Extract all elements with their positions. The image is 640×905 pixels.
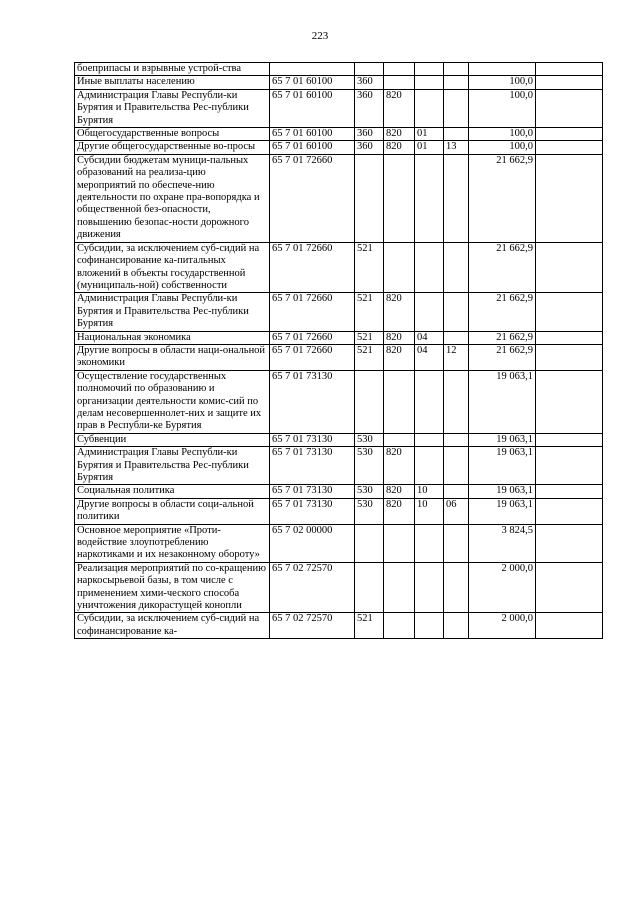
table-row xyxy=(75,433,603,446)
row-empty-cell xyxy=(536,370,603,433)
row-pr-cell xyxy=(444,562,469,613)
row-sum-cell: 100,0 xyxy=(469,141,536,154)
row-name-cell: Социальная политика xyxy=(75,485,270,498)
row-sum-cell: 19 063,1 xyxy=(469,370,536,433)
row-pr-cell xyxy=(444,524,469,562)
row-rz-cell xyxy=(415,613,444,639)
page-number: 223 xyxy=(311,30,329,42)
row-empty-cell xyxy=(536,128,603,141)
row-csr-cell: 65 7 01 60100 xyxy=(270,76,355,89)
row-rz-cell xyxy=(415,154,444,242)
row-sum-cell: 21 662,9 xyxy=(469,344,536,370)
row-rz-cell xyxy=(415,293,444,331)
row-rz-cell xyxy=(415,447,444,485)
row-csr-cell: 65 7 01 60100 xyxy=(270,141,355,154)
row-vr-cell xyxy=(355,154,384,242)
row-empty-cell xyxy=(536,447,603,485)
row-grbs-cell xyxy=(384,433,415,446)
row-name-cell: Субвенции xyxy=(75,433,270,446)
row-rz-cell: 10 xyxy=(415,485,444,498)
row-name-cell: Иные выплаты населению xyxy=(75,76,270,89)
table-row xyxy=(75,128,603,141)
row-sum-cell: 19 063,1 xyxy=(469,433,536,446)
row-vr-cell xyxy=(355,63,384,76)
row-vr-cell: 360 xyxy=(355,76,384,89)
row-empty-cell xyxy=(536,613,603,639)
row-vr-cell: 521 xyxy=(355,331,384,344)
row-name-cell: Субсидии, за исключением суб-сидий на софинансирование ка-питальных вложений в объекты государственной (муниципаль-ной) собственности xyxy=(75,242,270,293)
row-vr-cell xyxy=(355,524,384,562)
row-vr-cell: 521 xyxy=(355,613,384,639)
table-row xyxy=(75,331,603,344)
row-empty-cell xyxy=(536,63,603,76)
row-vr-cell xyxy=(355,370,384,433)
row-name-cell: Другие общегосударственные во-просы xyxy=(75,141,270,154)
budget-table-body xyxy=(75,63,603,639)
row-sum-cell: 21 662,9 xyxy=(469,293,536,331)
row-sum-cell: 100,0 xyxy=(469,89,536,127)
row-name-cell: Субсидии, за исключением суб-сидий на софинансирование ка- xyxy=(75,613,270,639)
row-vr-cell: 530 xyxy=(355,433,384,446)
row-pr-cell xyxy=(444,447,469,485)
table-row xyxy=(75,141,603,154)
row-empty-cell xyxy=(536,498,603,524)
row-pr-cell xyxy=(444,613,469,639)
row-empty-cell xyxy=(536,344,603,370)
row-csr-cell: 65 7 01 72660 xyxy=(270,293,355,331)
row-sum-cell: 21 662,9 xyxy=(469,331,536,344)
table-row xyxy=(75,63,603,76)
row-pr-cell xyxy=(444,485,469,498)
row-sum-cell: 100,0 xyxy=(469,76,536,89)
row-vr-cell: 521 xyxy=(355,242,384,293)
row-name-cell: Осуществление государственных полномочий по образованию и организации деятельности комис-сий по делам несовершеннолет-них и защите их прав в Республи-ке Бурятия xyxy=(75,370,270,433)
row-sum-cell: 21 662,9 xyxy=(469,154,536,242)
row-grbs-cell xyxy=(384,562,415,613)
row-sum-cell: 19 063,1 xyxy=(469,485,536,498)
row-pr-cell xyxy=(444,63,469,76)
row-grbs-cell xyxy=(384,63,415,76)
row-grbs-cell xyxy=(384,76,415,89)
row-name-cell: Администрация Главы Республи-ки Бурятия и Правительства Рес-публики Бурятия xyxy=(75,89,270,127)
row-name-cell: Администрация Главы Республи-ки Бурятия и Правительства Рес-публики Бурятия xyxy=(75,293,270,331)
row-rz-cell xyxy=(415,242,444,293)
row-sum-cell: 21 662,9 xyxy=(469,242,536,293)
table-row xyxy=(75,562,603,613)
row-vr-cell xyxy=(355,562,384,613)
row-rz-cell: 04 xyxy=(415,331,444,344)
row-grbs-cell xyxy=(384,242,415,293)
row-csr-cell: 65 7 01 60100 xyxy=(270,89,355,127)
row-csr-cell: 65 7 01 72660 xyxy=(270,242,355,293)
row-pr-cell xyxy=(444,242,469,293)
row-rz-cell: 01 xyxy=(415,141,444,154)
row-sum-cell: 19 063,1 xyxy=(469,447,536,485)
table-row xyxy=(75,242,603,293)
row-name-cell: Общегосударственные вопросы xyxy=(75,128,270,141)
row-pr-cell xyxy=(444,331,469,344)
row-csr-cell: 65 7 01 60100 xyxy=(270,128,355,141)
row-rz-cell xyxy=(415,63,444,76)
row-vr-cell: 360 xyxy=(355,128,384,141)
row-csr-cell: 65 7 01 72660 xyxy=(270,154,355,242)
row-pr-cell xyxy=(444,89,469,127)
row-empty-cell xyxy=(536,293,603,331)
row-grbs-cell xyxy=(384,613,415,639)
row-empty-cell xyxy=(536,154,603,242)
row-grbs-cell xyxy=(384,370,415,433)
row-csr-cell: 65 7 01 73130 xyxy=(270,433,355,446)
row-empty-cell xyxy=(536,141,603,154)
row-vr-cell: 530 xyxy=(355,485,384,498)
row-sum-cell: 19 063,1 xyxy=(469,498,536,524)
table-row xyxy=(75,447,603,485)
row-vr-cell: 360 xyxy=(355,141,384,154)
budget-table xyxy=(74,62,603,639)
table-row xyxy=(75,154,603,242)
row-rz-cell xyxy=(415,433,444,446)
row-rz-cell xyxy=(415,562,444,613)
row-empty-cell xyxy=(536,242,603,293)
table-row xyxy=(75,370,603,433)
row-empty-cell xyxy=(536,89,603,127)
table-row xyxy=(75,485,603,498)
row-empty-cell xyxy=(536,562,603,613)
table-row xyxy=(75,524,603,562)
row-csr-cell: 65 7 02 72570 xyxy=(270,562,355,613)
row-vr-cell: 530 xyxy=(355,447,384,485)
row-empty-cell xyxy=(536,485,603,498)
row-csr-cell: 65 7 02 72570 xyxy=(270,613,355,639)
row-grbs-cell xyxy=(384,154,415,242)
row-empty-cell xyxy=(536,331,603,344)
row-pr-cell xyxy=(444,370,469,433)
row-grbs-cell: 820 xyxy=(384,293,415,331)
table-row xyxy=(75,89,603,127)
row-sum-cell: 3 824,5 xyxy=(469,524,536,562)
row-pr-cell xyxy=(444,76,469,89)
table-row xyxy=(75,293,603,331)
row-pr-cell: 12 xyxy=(444,344,469,370)
row-rz-cell xyxy=(415,89,444,127)
row-rz-cell: 10 xyxy=(415,498,444,524)
row-pr-cell xyxy=(444,433,469,446)
row-empty-cell xyxy=(536,433,603,446)
row-csr-cell: 65 7 01 73130 xyxy=(270,447,355,485)
row-csr-cell: 65 7 01 73130 xyxy=(270,485,355,498)
row-pr-cell xyxy=(444,128,469,141)
row-grbs-cell: 820 xyxy=(384,344,415,370)
row-rz-cell: 04 xyxy=(415,344,444,370)
row-csr-cell: 65 7 01 73130 xyxy=(270,498,355,524)
row-empty-cell xyxy=(536,524,603,562)
row-pr-cell xyxy=(444,293,469,331)
row-pr-cell: 06 xyxy=(444,498,469,524)
row-csr-cell: 65 7 01 73130 xyxy=(270,370,355,433)
row-sum-cell: 100,0 xyxy=(469,128,536,141)
row-name-cell: Национальная экономика xyxy=(75,331,270,344)
row-pr-cell: 13 xyxy=(444,141,469,154)
row-sum-cell xyxy=(469,63,536,76)
row-csr-cell: 65 7 02 00000 xyxy=(270,524,355,562)
row-name-cell: Другие вопросы в области соци-альной политики xyxy=(75,498,270,524)
row-sum-cell: 2 000,0 xyxy=(469,562,536,613)
row-vr-cell: 530 xyxy=(355,498,384,524)
row-name-cell: боеприпасы и взрывные устрой-ства xyxy=(75,63,270,76)
row-grbs-cell: 820 xyxy=(384,89,415,127)
row-grbs-cell: 820 xyxy=(384,331,415,344)
row-csr-cell xyxy=(270,63,355,76)
row-grbs-cell: 820 xyxy=(384,141,415,154)
row-sum-cell: 2 000,0 xyxy=(469,613,536,639)
row-rz-cell xyxy=(415,76,444,89)
row-name-cell: Администрация Главы Республи-ки Бурятия и Правительства Рес-публики Бурятия xyxy=(75,447,270,485)
row-vr-cell: 521 xyxy=(355,344,384,370)
table-row xyxy=(75,498,603,524)
row-csr-cell: 65 7 01 72660 xyxy=(270,344,355,370)
row-vr-cell: 521 xyxy=(355,293,384,331)
row-name-cell: Другие вопросы в области наци-ональной экономики xyxy=(75,344,270,370)
row-pr-cell xyxy=(444,154,469,242)
row-grbs-cell: 820 xyxy=(384,485,415,498)
row-empty-cell xyxy=(536,76,603,89)
table-row xyxy=(75,344,603,370)
row-rz-cell: 01 xyxy=(415,128,444,141)
table-row xyxy=(75,76,603,89)
row-rz-cell xyxy=(415,524,444,562)
row-rz-cell xyxy=(415,370,444,433)
row-vr-cell: 360 xyxy=(355,89,384,127)
row-grbs-cell xyxy=(384,524,415,562)
row-name-cell: Основное мероприятие «Проти-водействие злоупотреблению наркотиками и их незаконному обороту» xyxy=(75,524,270,562)
row-name-cell: Субсидии бюджетам муници-пальных образований на реализа-цию мероприятий по обеспече-нию деятельности по охране пра-вопорядка и общественной без-опасности, повышению безопас-ности дорожного движения xyxy=(75,154,270,242)
row-csr-cell: 65 7 01 72660 xyxy=(270,331,355,344)
row-grbs-cell: 820 xyxy=(384,447,415,485)
row-name-cell: Реализация мероприятий по со-кращению наркосырьевой базы, в том числе с применением хими-ческого способа уничтожения дикорастущей конопли xyxy=(75,562,270,613)
table-row xyxy=(75,613,603,639)
row-grbs-cell: 820 xyxy=(384,498,415,524)
row-grbs-cell: 820 xyxy=(384,128,415,141)
